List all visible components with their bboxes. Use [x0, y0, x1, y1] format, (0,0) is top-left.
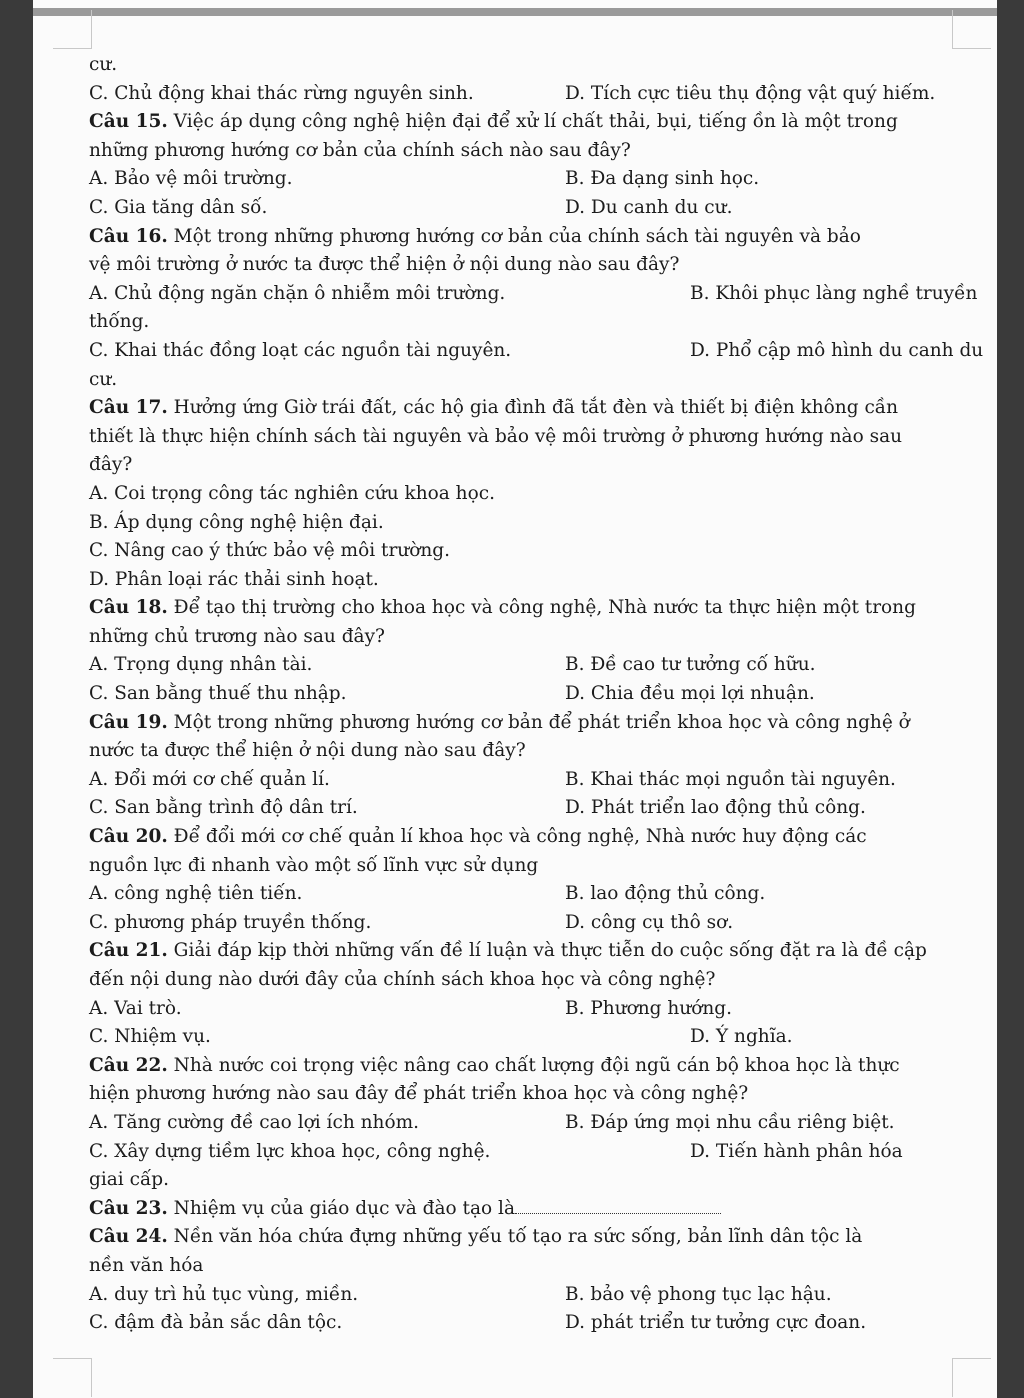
question-text: Hưởng ứng Giờ trái đất, các hộ gia đình đã tắt đèn và thiết bị điện không cần — [167, 397, 899, 419]
option-a: A. Chủ động ngăn chặn ô nhiễm môi trường. — [89, 282, 506, 304]
option-d-cont: giai cấp. — [89, 1169, 170, 1191]
question-number: Câu 24. — [89, 1226, 168, 1248]
option-d: D. Phân loại rác thải sinh hoạt. — [89, 568, 379, 590]
option-row — [89, 1138, 969, 1167]
question-number: Câu 15. — [89, 111, 168, 133]
option-b: B. bảo vệ phong tục lạc hậu. — [565, 1283, 832, 1305]
option-d: D. Phát triển lao động thủ công. — [565, 797, 866, 819]
option-c: C. Xây dựng tiềm lực khoa học, công nghệ. — [89, 1140, 491, 1162]
option-row — [89, 1109, 969, 1138]
option-row — [89, 280, 978, 309]
question-number: Câu 17. — [89, 397, 168, 419]
question-text-cont: đến nội dung nào dưới đây của chính sách khoa học và công nghệ? — [89, 969, 716, 990]
question-text: Nền văn hóa chứa đựng những yếu tố tạo ra sức sống, bản lĩnh dân tộc là — [167, 1226, 863, 1248]
question-23 — [89, 1195, 969, 1224]
question-22 — [89, 1052, 969, 1081]
option-row — [89, 80, 969, 109]
option-c: C. San bằng trình độ dân trí. — [89, 797, 358, 819]
question-16 — [89, 223, 969, 252]
option-b: B. Khai thác mọi nguồn tài nguyên. — [565, 768, 896, 790]
option-a: A. Vai trò. — [89, 997, 182, 1019]
option-a: A. Coi trọng công tác nghiên cứu khoa học. — [89, 482, 495, 504]
option-c: C. phương pháp truyền thống. — [89, 911, 372, 933]
margin-corner-top-left — [53, 10, 92, 49]
option-c: C. Khai thác đồng loạt các nguồn tài nguyên. — [89, 339, 512, 361]
option-b: B. Đáp ứng mọi nhu cầu riêng biệt. — [565, 1111, 895, 1133]
question-number: Câu 22. — [89, 1054, 168, 1076]
question-text-cont: hiện phương hướng nào sau đây để phát triển khoa học và công nghệ? — [89, 1083, 749, 1105]
text-line: cư. — [89, 54, 118, 75]
question-20 — [89, 823, 969, 852]
option-row — [89, 337, 984, 366]
question-text-cont: những phương hướng cơ bản của chính sách nào sau đây? — [89, 139, 631, 161]
margin-corner-bottom-right — [952, 1358, 991, 1397]
option-c: C. Chủ động khai thác rừng nguyên sinh. — [89, 82, 474, 104]
question-text-cont: những chủ trương nào sau đây? — [89, 625, 385, 647]
option-row — [89, 1023, 969, 1052]
question-number: Câu 19. — [89, 711, 168, 733]
question-17 — [89, 394, 969, 423]
question-15 — [89, 108, 969, 137]
option-row — [89, 165, 969, 194]
option-c: C. Gia tăng dân số. — [89, 196, 268, 218]
question-number: Câu 20. — [89, 826, 168, 848]
option-b: B. Khôi phục làng nghề truyền — [690, 282, 978, 304]
question-18 — [89, 594, 969, 623]
option-d: D. công cụ thô sơ. — [565, 911, 734, 933]
question-text: Một trong những phương hướng cơ bản của chính sách tài nguyên và bảo — [167, 225, 861, 247]
question-number: Câu 18. — [89, 597, 168, 619]
margin-corner-top-right — [952, 10, 991, 49]
option-b: B. Đa dạng sinh học. — [565, 168, 760, 190]
option-c: C. đậm đà bản sắc dân tộc. — [89, 1312, 343, 1334]
option-d: D. Phổ cập mô hình du canh du — [690, 339, 984, 361]
option-d: D. phát triển tư tưởng cực đoan. — [565, 1312, 867, 1334]
document-page — [33, 0, 997, 1398]
question-number: Câu 21. — [89, 940, 168, 962]
option-c: C. Nâng cao ý thức bảo vệ môi trường. — [89, 540, 450, 562]
option-d: D. Ý nghĩa. — [690, 1026, 793, 1048]
option-row — [89, 766, 969, 795]
option-row — [89, 995, 969, 1024]
option-a: A. công nghệ tiên tiến. — [89, 883, 303, 905]
option-row — [89, 194, 969, 223]
question-number: Câu 23. — [89, 1197, 168, 1219]
option-row — [89, 909, 969, 938]
option-d: D. Tiến hành phân hóa — [690, 1140, 903, 1162]
option-c: C. Nhiệm vụ. — [89, 1026, 211, 1048]
page-top-edge — [33, 8, 997, 16]
question-text-cont: đây? — [89, 454, 133, 476]
option-d: D. Du canh du cư. — [565, 196, 733, 218]
option-row — [89, 651, 969, 680]
question-19 — [89, 709, 969, 738]
option-b: B. Áp dụng công nghệ hiện đại. — [89, 511, 384, 533]
option-b: B. Phương hướng. — [565, 997, 733, 1019]
option-d: D. Chia đều mọi lợi nhuận. — [565, 683, 815, 705]
option-a: A. Đổi mới cơ chế quản lí. — [89, 768, 330, 790]
question-text: Để đổi mới cơ chế quản lí khoa học và công nghệ, Nhà nước huy động các — [167, 826, 867, 848]
option-a: A. Bảo vệ môi trường. — [89, 168, 293, 190]
option-a: A. Tăng cường đề cao lợi ích nhóm. — [89, 1111, 420, 1133]
question-text: Giải đáp kịp thời những vấn đề lí luận và thực tiễn do cuộc sống đặt ra là đề cập — [167, 940, 927, 962]
question-text: Nhiệm vụ của giáo dục và đào tạo là — [167, 1197, 515, 1219]
question-text-cont: nước ta được thể hiện ở nội dung nào sau đây? — [89, 740, 526, 762]
option-row — [89, 1281, 969, 1310]
question-24 — [89, 1223, 969, 1252]
option-row — [89, 880, 969, 909]
option-c: C. San bằng thuế thu nhập. — [89, 683, 347, 705]
option-a: A. Trọng dụng nhân tài. — [89, 654, 313, 676]
option-row — [89, 680, 969, 709]
option-b: B. lao động thủ công. — [565, 883, 766, 905]
option-row — [89, 1309, 969, 1338]
option-b: B. Đề cao tư tưởng cố hữu. — [565, 654, 816, 676]
question-text: Để tạo thị trường cho khoa học và công nghệ, Nhà nước ta thực hiện một trong — [167, 597, 916, 619]
option-row — [89, 794, 969, 823]
question-text: Việc áp dụng công nghệ hiện đại để xử lí chất thải, bụi, tiếng ồn là một trong — [167, 111, 898, 133]
question-text: Một trong những phương hướng cơ bản để phát triển khoa học và công nghệ ở — [167, 711, 910, 733]
option-a: A. duy trì hủ tục vùng, miền. — [89, 1283, 359, 1305]
answer-blank — [515, 1195, 721, 1214]
question-text-cont: nguồn lực đi nhanh vào một số lĩnh vực sử dụng — [89, 854, 539, 876]
question-text-cont: vệ môi trường ở nước ta được thể hiện ở nội dung nào sau đây? — [89, 254, 680, 276]
question-text-cont: thiết là thực hiện chính sách tài nguyên và bảo vệ môi trường ở phương hướng nào sau — [89, 425, 903, 447]
question-text-cont: nền văn hóa — [89, 1254, 204, 1276]
option-d: D. Tích cực tiêu thụ động vật quý hiếm. — [565, 82, 936, 104]
question-21 — [89, 937, 969, 966]
option-b-cont: thống. — [89, 311, 150, 333]
document-body — [89, 51, 984, 1338]
question-text: Nhà nước coi trọng việc nâng cao chất lượng đội ngũ cán bộ khoa học là thực — [167, 1054, 900, 1076]
question-number: Câu 16. — [89, 225, 168, 247]
margin-corner-bottom-left — [53, 1358, 92, 1397]
option-d-cont: cư. — [89, 368, 118, 390]
